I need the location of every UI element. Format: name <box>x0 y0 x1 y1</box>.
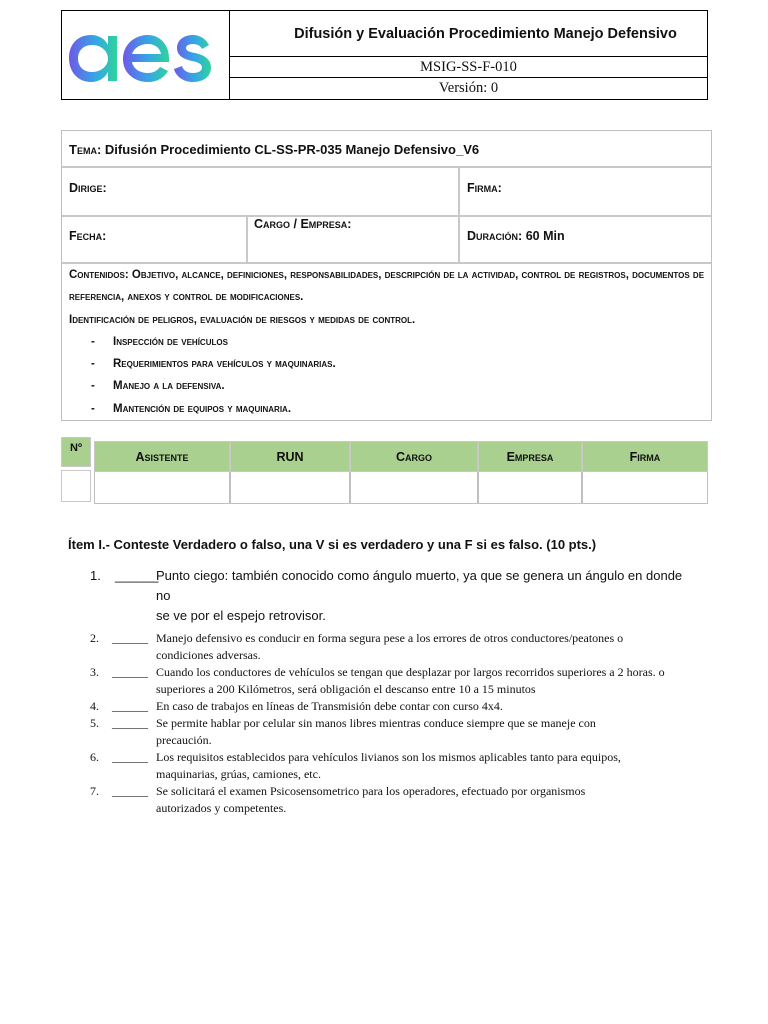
document-header <box>61 10 708 100</box>
divider <box>246 216 248 262</box>
list-item: - Requerimientos para vehículos y maquinarias. <box>91 358 336 371</box>
topics-list <box>69 331 705 420</box>
answer-blank[interactable]: ______ <box>115 568 159 583</box>
tema-field <box>69 142 479 157</box>
column-header-empresa: Empresa <box>478 441 582 472</box>
empresa-cell[interactable] <box>478 472 582 504</box>
company-logo <box>62 11 230 99</box>
list-item: - Mantención de equipos y maquinaria. <box>91 402 292 415</box>
column-header-asistente: Asistente <box>94 441 230 472</box>
cargo-empresa-label: Cargo / Empresa: <box>254 217 352 231</box>
question-item: 2. ______ Manejo defensivo es conducir en forma segura pese a los errores de otros conductores/peatones o condiciones adversas. <box>90 631 624 662</box>
answer-blank[interactable]: ______ <box>112 716 148 730</box>
asistente-cell[interactable] <box>94 472 230 504</box>
duracion-field <box>467 229 565 243</box>
duracion-label: Duración: <box>467 229 523 243</box>
fecha-label: Fecha: <box>69 229 107 243</box>
answer-blank[interactable]: ______ <box>112 631 148 645</box>
tema-label: Tema: <box>69 142 102 157</box>
document-title: Difusión y Evaluación Procedimiento Manejo Defensivo <box>230 11 707 57</box>
question-item: 7. ______ Se solicitará el examen Psicosensometrico para los operadores, efectuado por organismos autorizados y competentes. <box>90 784 586 815</box>
run-cell[interactable] <box>230 472 350 504</box>
item-title: Ítem I.- Conteste Verdadero o falso, una V si es verdadero y una F si es falso. (10 pts.) <box>68 537 597 552</box>
attendance-table <box>61 437 709 504</box>
questions-list <box>90 566 700 817</box>
column-header-cargo: Cargo <box>350 441 478 472</box>
list-item: - Inspección de vehículos <box>91 335 228 348</box>
question-item: 4. ______ En caso de trabajos en líneas de Transmisión debe contar con curso 4x4. <box>90 699 503 713</box>
identificacion-text: Identificación de peligros, evaluación de riesgos y medidas de control. <box>69 313 416 326</box>
session-info-block <box>61 130 712 421</box>
aes-logo-icon <box>65 23 215 89</box>
column-header-run: RUN <box>230 441 350 472</box>
answer-blank[interactable]: ______ <box>112 699 148 713</box>
column-header-number: Nº <box>61 437 91 467</box>
document-version: Versión: 0 <box>438 80 499 96</box>
answer-blank[interactable]: ______ <box>112 665 148 679</box>
divider <box>458 216 460 262</box>
tema-value: Difusión Procedimiento CL-SS-PR-035 Manejo Defensivo_V6 <box>104 142 480 157</box>
contenidos-text: Objetivo, alcance, definiciones, responsabilidades, descripción de la actividad, control de registros, documentos de referencia, anexos y control de modificaciones. <box>69 269 705 304</box>
contenidos-paragraph <box>69 264 705 309</box>
divider <box>458 167 460 215</box>
list-item: - Manejo a la defensiva. <box>91 380 225 393</box>
document-code: MSIG-SS-F-010 <box>230 57 707 78</box>
question-item: 1. ______ Punto ciego: también conocido como ángulo muerto, ya que se genera un ángulo en donde no se ve por el espejo retrovisor. <box>90 568 683 623</box>
contenidos-section <box>69 264 705 420</box>
question-item: 5. ______ Se permite hablar por celular sin manos libres mientras conduce siempre que se maneje con precaución. <box>90 716 596 747</box>
firma-label: Firma: <box>467 181 502 195</box>
dirige-label: Dirige: <box>69 181 107 195</box>
number-cell[interactable] <box>61 470 91 502</box>
cargo-cell[interactable] <box>350 472 478 504</box>
answer-blank[interactable]: ______ <box>112 750 148 764</box>
firma-cell[interactable] <box>582 472 708 504</box>
divider <box>62 215 711 217</box>
question-item: 3. ______ Cuando los conductores de vehículos se tengan que desplazar por largos recorridos superiores a 2 horas. o superiores a 200 Kilómetros, será obligación el descanso entre 10 a 15 minutos <box>90 665 665 696</box>
divider <box>62 166 711 168</box>
answer-blank[interactable]: ______ <box>112 784 148 798</box>
question-item: 6. ______ Los requisitos establecidos para vehículos livianos son los mismos aplicables tanto para equipos, maquinarias, grúas, camiones, etc. <box>90 750 621 781</box>
contenidos-label: Contenidos: <box>69 269 129 281</box>
column-header-firma: Firma <box>582 441 708 472</box>
duracion-value: 60 Min <box>525 229 565 243</box>
